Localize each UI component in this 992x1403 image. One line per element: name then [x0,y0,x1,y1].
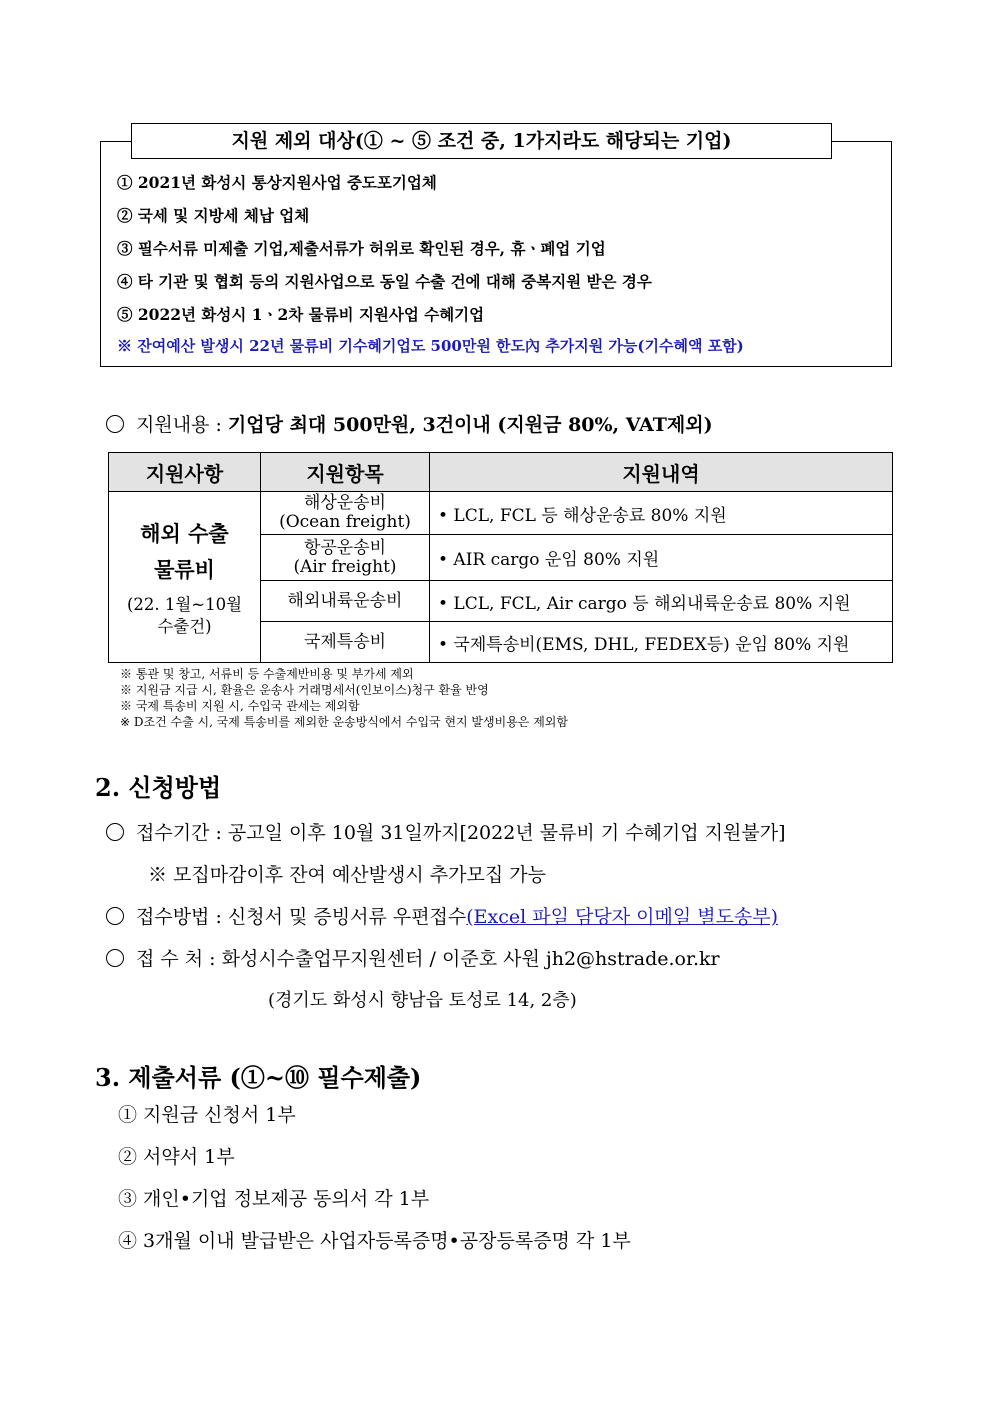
category-cell [109,492,261,663]
support-table [108,452,893,663]
item-cell [261,535,430,581]
document-item-1: ① 지원금 신청서 1부 [118,1104,296,1126]
application-method-text: 접수방법 : 신청서 및 증빙서류 우편접수 [136,906,467,928]
category-sub-1: (22. 1월~10월 [126,595,243,614]
item-english: (Air freight) [293,556,397,577]
item-cell: 해외내륙운송비 [261,581,430,622]
category-main-1: 해외 수출 [140,521,229,546]
circle-bullet-icon [106,949,124,967]
detail-cell: • 국제특송비(EMS, DHL, FEDEX등) 운임 80% 지원 [430,622,893,663]
table-header-row [109,453,893,492]
exclusion-item-5: ⑤ 2022년 화성시 1ㆍ2차 물류비 지원사업 수혜기업 [117,305,485,324]
table-footnote-1: ※ 통관 및 창고, 서류비 등 수출제반비용 및 부가세 제외 [120,667,414,681]
exclusion-item-1: ① 2021년 화성시 통상지원사업 중도포기업체 [117,173,437,192]
document-item-4: ④ 3개월 이내 발급받은 사업자등록증명•공장등록증명 각 1부 [118,1230,631,1252]
category-sub-2: 수출건) [157,617,212,636]
exclusion-note: ※ 잔여예산 발생시 22년 물류비 기수혜기업도 500만원 한도內 추가지원 가능(기수혜액 포함) [117,337,744,355]
table-row [109,492,893,535]
detail-cell: • LCL, FCL, Air cargo 등 해외내륙운송료 80% 지원 [430,581,893,622]
item-name: 항공운송비 [303,537,387,558]
item-cell: 국제특송비 [261,622,430,663]
circle-bullet-icon [106,415,124,433]
exclusion-item-4: ④ 타 기관 및 협회 등의 지원사업으로 동일 수출 건에 대해 중복지원 받은 경우 [117,272,652,291]
application-method-link[interactable]: (Excel 파일 담당자 이메일 별도송부) [466,906,779,928]
exclusion-title: 지원 제외 대상(① ~ ⑤ 조건 중, 1가지라도 해당되는 기업) [131,123,832,159]
application-period-text: 접수기간 : 공고일 이후 10월 31일까지[2022년 물류비 기 수혜기업 지원불가] [136,822,786,844]
exclusion-item-2: ② 국세 및 지방세 체납 업체 [117,206,310,225]
application-period [106,818,786,845]
header-category: 지원사항 [109,453,261,492]
category-main-2: 물류비 [154,557,215,582]
application-method [106,902,778,929]
section3-heading: 3. 제출서류 (①~⑩ 필수제출) [95,1063,422,1092]
application-address: (경기도 화성시 향남읍 토성로 14, 2층) [268,990,577,1011]
table-footnote-4: ※ D조건 수출 시, 국제 특송비를 제외한 운송방식에서 수입국 현지 발생비용은 제외함 [120,715,568,729]
exclusion-item-3: ③ 필수서류 미제출 기업,제출서류가 허위로 확인된 경우, 휴ㆍ폐업 기업 [117,239,606,258]
application-place-text: 접 수 처 : 화성시수출업무지원센터 / 이준호 사원 jh2@hstrade.or.kr [136,948,720,970]
item-english: (Ocean freight) [279,512,411,532]
circle-bullet-icon [106,907,124,925]
support-value: 기업당 최대 500만원, 3건이내 (지원금 80%, VAT제외) [227,414,713,436]
item-name: 해상운송비 [303,493,387,513]
document-item-3: ③ 개인•기업 정보제공 동의서 각 1부 [118,1188,430,1210]
item-cell [261,492,430,535]
document-item-2: ② 서약서 1부 [118,1146,235,1168]
application-period-note: ※ 모집마감이후 잔여 예산발생시 추가모집 가능 [148,864,546,886]
section2-heading: 2. 신청방법 [95,773,222,802]
detail-cell: • AIR cargo 운임 80% 지원 [430,535,893,581]
detail-cell: • LCL, FCL 등 해상운송료 80% 지원 [430,492,893,535]
support-content-line [106,410,713,437]
support-label: 지원내용 : [136,414,228,436]
table-footnote-3: ※ 국제 특송비 지원 시, 수입국 관세는 제외함 [120,699,360,713]
header-detail: 지원내역 [430,453,893,492]
header-item: 지원항목 [261,453,430,492]
application-place [106,944,720,971]
circle-bullet-icon [106,823,124,841]
table-footnote-2: ※ 지원금 지급 시, 환율은 운송사 거래명세서(인보이스)청구 환율 반영 [120,683,489,697]
